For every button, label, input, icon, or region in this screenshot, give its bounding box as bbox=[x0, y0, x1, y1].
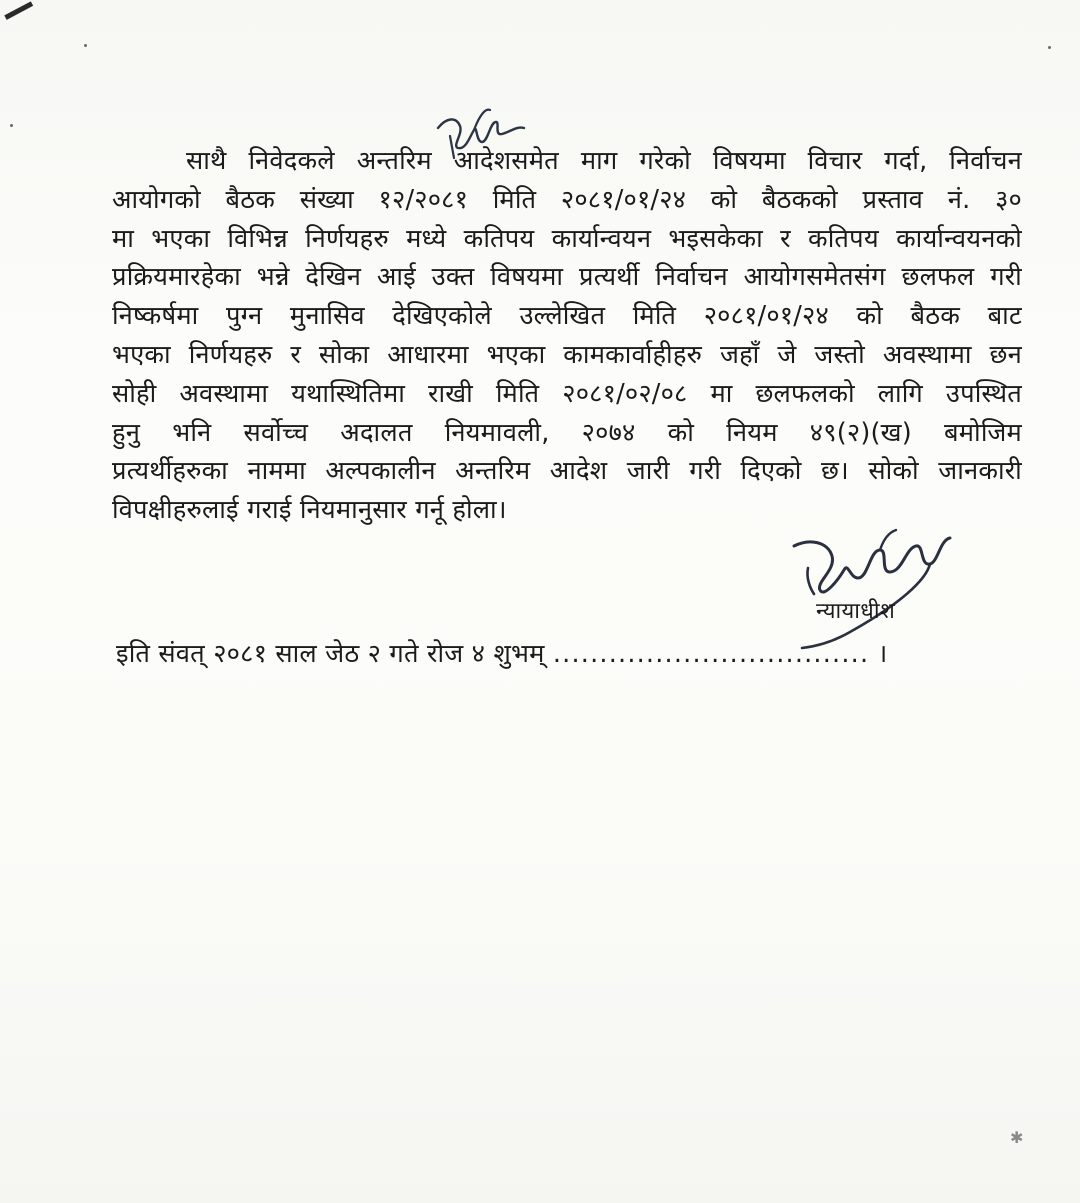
body-line: साथै निवेदकले अन्तरिम आदेशसमेत माग गरेको विषयमा विचार गर्दा, निर्वाचन bbox=[186, 146, 1022, 176]
paper-speck bbox=[1048, 46, 1051, 49]
judge-title: न्यायाधीश bbox=[816, 599, 896, 624]
paper-speck bbox=[10, 124, 13, 127]
closing-end: । bbox=[877, 639, 888, 669]
order-body bbox=[112, 142, 1022, 530]
paper-mark: ✱ bbox=[1010, 1128, 1024, 1147]
paper-speck bbox=[84, 44, 87, 47]
body-line: आयोगको बैठक संख्या १२/२०८१ मिति २०८१/०१/२४ को बैठकको प्रस्ताव नं. ३० bbox=[112, 184, 1022, 215]
body-line: मा भएका विभिन्न निर्णयहरु मध्ये कतिपय कार्यान्वयन भइसकेका र कतिपय कार्यान्वयनको bbox=[112, 223, 1022, 254]
body-line: हुनु भनि सर्वोच्च अदालत नियमावली, २०७४ को नियम ४९(२)(ख) बमोजिम bbox=[112, 417, 1022, 448]
closing-line bbox=[116, 636, 887, 670]
body-line: निष्कर्षमा पुग्न मुनासिव देखिएकोले उल्लेखित मिति २०८१/०१/२४ को बैठक बाट bbox=[112, 301, 1022, 332]
closing-dots: .................................. bbox=[552, 639, 870, 669]
corner-mark bbox=[0, 0, 33, 20]
closing-text: इति संवत् २०८१ साल जेठ २ गते रोज ४ शुभम् bbox=[116, 639, 545, 669]
body-line: सोही अवस्थामा यथास्थितिमा राखी मिति २०८१/०२/०८ मा छलफलको लागि उपस्थित bbox=[112, 378, 1022, 409]
judge-signature bbox=[780, 520, 970, 650]
body-line: प्रक्रियमारहेका भन्ने देखिन आई उक्त विषयमा प्रत्यर्थी निर्वाचन आयोगसमेतसंग छलफल गरी bbox=[112, 262, 1022, 293]
body-line: विपक्षीहरुलाई गराई नियमानुसार गर्नू होला। bbox=[112, 495, 507, 526]
body-line: प्रत्यर्थीहरुका नाममा अल्पकालीन अन्तरिम आदेश जारी गरी दिएको छ। सोको जानकारी bbox=[112, 456, 1022, 487]
body-line: भएका निर्णयहरु र सोका आधारमा भएका कामकार्वाहीहरु जहाँ जे जस्तो अवस्थामा छन bbox=[112, 339, 1022, 370]
